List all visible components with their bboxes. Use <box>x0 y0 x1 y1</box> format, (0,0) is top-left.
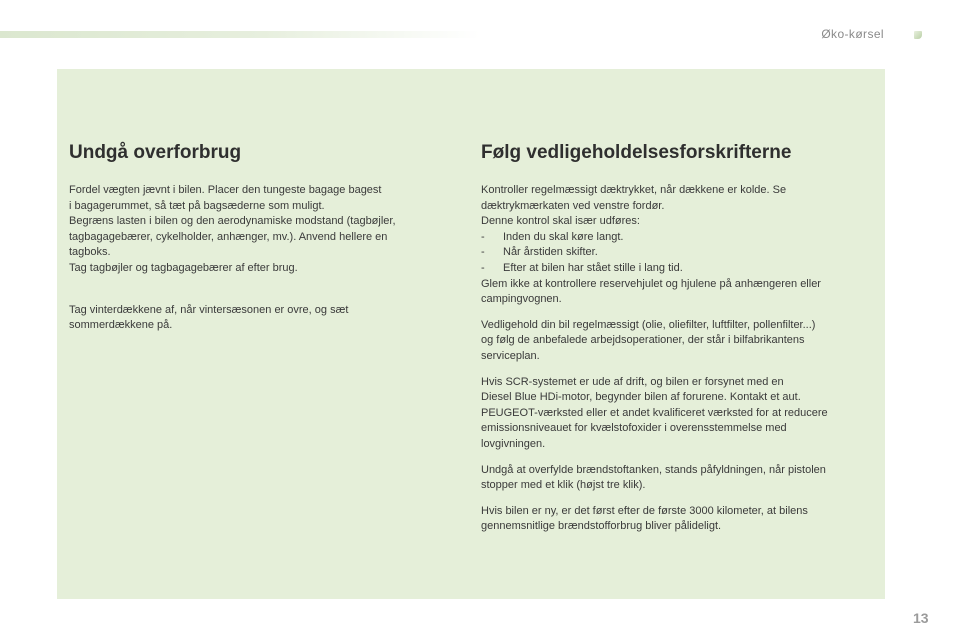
right-paragraph-4 <box>481 463 881 494</box>
text-line: Fordel vægten jævnt i bilen. Placer den tungeste bagage bagest <box>69 184 382 196</box>
text-line: serviceplan. <box>481 349 540 362</box>
text-line: Tag vinterdækkene af, når vintersæsonen er ovre, og sæt <box>69 303 349 316</box>
list-item <box>481 261 881 277</box>
text-line: tagbagagebærer, cykelholder, anhænger, mv.). Anvend hellere en <box>69 230 388 243</box>
text-line: Hvis SCR-systemet er ude af drift, og bilen er forsynet med en <box>481 375 784 388</box>
text-line: campingvognen. <box>481 293 562 306</box>
list-item-text: Inden du skal køre langt. <box>503 230 624 243</box>
text-line: og følg de anbefalede arbejdsoperationer, der står i bilfabrikantens <box>481 334 805 347</box>
list-item-text: Når årstiden skifter. <box>503 246 598 259</box>
text-line: lovgivningen. <box>481 437 546 450</box>
right-paragraph-5 <box>481 504 881 535</box>
text-line: Kontroller regelmæssigt dæktrykket, når dækkene er kolde. Se <box>481 184 787 196</box>
text-line: Denne kontrol skal især udføres: <box>481 215 640 228</box>
right-intro-tail <box>481 277 881 308</box>
check-occasions-list <box>481 230 881 277</box>
text-line: emissionsniveauet for kvælstofoxider i overensstemmelse med <box>481 422 787 435</box>
list-item <box>481 230 881 246</box>
text-line: i bagagerummet, så tæt på bagsæderne som muligt. <box>69 199 325 212</box>
text-line: dæktrykmærkaten ved venstre fordør. <box>481 199 665 212</box>
text-line: sommerdækkene på. <box>69 319 173 332</box>
text-line: Glem ikke at kontrollere reservehjulet og hjulene på anhængeren eller <box>481 277 821 290</box>
list-dash: - <box>481 261 485 274</box>
content-panel <box>57 69 885 599</box>
text-line: Undgå at overfylde brændstoftanken, stands påfyldningen, når pistolen <box>481 463 826 476</box>
right-intro <box>481 183 881 230</box>
list-dash: - <box>481 230 485 243</box>
text-line: Hvis bilen er ny, er det først efter de første 3000 kilometer, at bilens <box>481 504 808 517</box>
section-tab-icon <box>914 31 922 39</box>
right-heading: Følg vedligeholdelsesforskrifterne <box>481 142 792 163</box>
header-accent-bar <box>0 31 480 38</box>
text-line: Begræns lasten i bilen og den aerodynamiske modstand (tagbøjler, <box>69 215 396 228</box>
left-column <box>69 141 449 334</box>
page-number: 13 <box>913 610 929 626</box>
list-item-text: Efter at bilen har stået stille i lang tid. <box>503 261 683 274</box>
text-line: stopper med et klik (højst tre klik). <box>481 479 646 492</box>
right-paragraph-3 <box>481 375 881 453</box>
left-paragraph-2 <box>69 303 449 334</box>
right-column <box>481 141 881 535</box>
left-heading: Undgå overforbrug <box>69 142 242 163</box>
right-paragraph-2 <box>481 318 881 365</box>
left-paragraph-1 <box>69 183 449 277</box>
text-line: Tag tagbøjler og tagbagagebærer af efter brug. <box>69 261 298 274</box>
section-header-title: Øko-kørsel <box>821 27 884 41</box>
text-line: Diesel Blue HDi-motor, begynder bilen af forurene. Kontakt et aut. <box>481 391 801 404</box>
text-line: Vedligehold din bil regelmæssigt (olie, oliefilter, luftfilter, pollenfilter...) <box>481 318 816 331</box>
list-dash: - <box>481 246 485 259</box>
text-line: tagboks. <box>69 246 111 259</box>
list-item <box>481 245 881 261</box>
text-line: gennemsnitlige brændstofforbrug bliver pålideligt. <box>481 520 722 533</box>
text-line: PEUGEOT-værksted eller et andet kvalificeret værksted for at reducere <box>481 406 828 419</box>
